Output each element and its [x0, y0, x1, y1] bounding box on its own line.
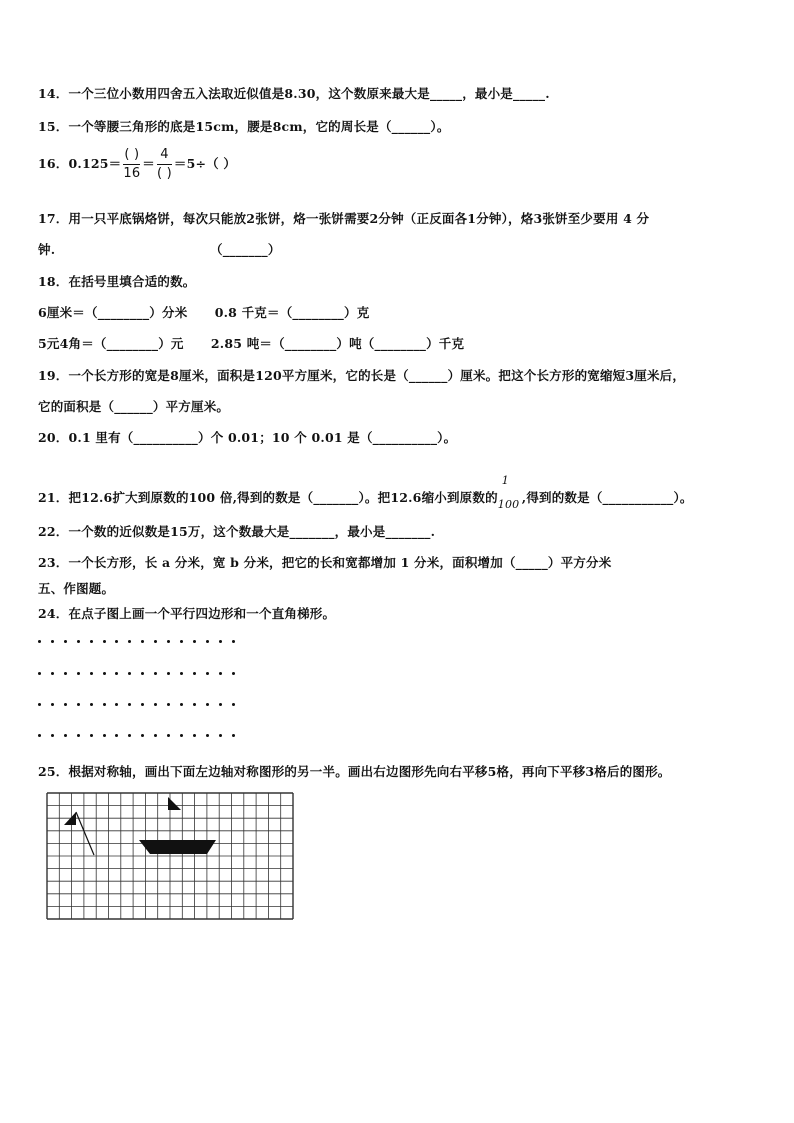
dot: [232, 734, 235, 737]
dot-row: [38, 703, 238, 707]
sail-triangle: [168, 797, 181, 810]
dot-row: [38, 640, 238, 644]
q16-fraction-1: [123, 147, 140, 182]
dot: [154, 640, 157, 643]
dot: [115, 734, 118, 737]
q16-frac2-num: 4: [160, 147, 169, 162]
dot: [90, 703, 93, 706]
dot: [128, 734, 131, 737]
dot: [180, 703, 183, 706]
dot: [51, 734, 54, 737]
dot: [167, 640, 170, 643]
dot: [180, 672, 183, 675]
dot: [180, 640, 183, 643]
dot: [141, 703, 144, 706]
dot: [219, 672, 222, 675]
question-19-line-1: 19．一个长方形的宽是8厘米，面积是120平方厘米，它的长是（______）厘米。把这个长方形的宽缩短3厘米后，: [38, 368, 686, 383]
square-grid[interactable]: [46, 792, 294, 920]
dot: [141, 640, 144, 643]
grid-lines: [47, 793, 293, 919]
dot: [141, 734, 144, 737]
dot: [219, 734, 222, 737]
dot: [64, 640, 67, 643]
dot: [77, 672, 80, 675]
question-18-line-1: 6厘米＝（________）分米 0.8 千克＝（________）克: [38, 305, 370, 320]
dot: [64, 734, 67, 737]
dot: [193, 703, 196, 706]
question-20: 20．0.1 里有（__________）个 0.01；10 个 0.01 是（__________）。: [38, 430, 457, 445]
question-19-line-2: 它的面积是（______）平方厘米。: [38, 399, 230, 414]
question-21: [38, 474, 693, 511]
q21-frac-den: 100: [497, 498, 520, 511]
dot: [38, 640, 41, 643]
dot: [115, 703, 118, 706]
dot: [206, 703, 209, 706]
section-5-title: 五、作图题。: [38, 581, 115, 596]
dot: [206, 640, 209, 643]
dot: [103, 640, 106, 643]
dot: [206, 672, 209, 675]
dot: [128, 703, 131, 706]
dot: [232, 672, 235, 675]
q16-prefix: 16．0.125＝: [38, 156, 122, 171]
question-17-line-2: 钟.: [38, 242, 56, 257]
dot: [167, 672, 170, 675]
dot: [167, 734, 170, 737]
dot: [232, 640, 235, 643]
dot: [51, 672, 54, 675]
dot: [51, 703, 54, 706]
dot: [128, 640, 131, 643]
dot-row: [38, 672, 238, 676]
dot: [193, 672, 196, 675]
question-15: 15．一个等腰三角形的底是15cm，腰是8cm，它的周长是（______）。: [38, 119, 450, 134]
dot: [154, 672, 157, 675]
dot: [38, 672, 41, 675]
q21-text-before: 21．把12.6扩大到原数的100 倍,得到的数是（_______）。把12.6缩小到原数的: [38, 490, 498, 505]
q16-frac1-num: ( ): [124, 147, 140, 162]
dot: [128, 672, 131, 675]
dot-row: [38, 734, 238, 738]
dot: [154, 703, 157, 706]
dot: [180, 734, 183, 737]
q16-frac2-den: ( ): [157, 166, 172, 181]
dot: [64, 703, 67, 706]
boat-hull: [139, 840, 216, 854]
question-17-blank: （_______）: [210, 242, 281, 257]
q21-frac-num: 1: [501, 474, 509, 487]
question-16: [38, 147, 236, 182]
dot: [115, 640, 118, 643]
dot: [77, 703, 80, 706]
dot: [206, 734, 209, 737]
dot: [141, 672, 144, 675]
dot: [90, 640, 93, 643]
dot: [90, 672, 93, 675]
dot: [38, 734, 41, 737]
q16-equals: ＝: [142, 156, 155, 171]
q16-suffix: ＝5÷（ ）: [173, 156, 237, 171]
question-25: 25．根据对称轴，画出下面左边轴对称图形的另一半。画出右边图形先向右平移5格，再向下平移3格后的图形。: [38, 764, 671, 779]
question-24: 24．在点子图上画一个平行四边形和一个直角梯形。: [38, 606, 336, 621]
dot: [219, 703, 222, 706]
dot: [103, 703, 106, 706]
q21-text-after: ,得到的数是（___________）。: [521, 490, 693, 505]
dot: [90, 734, 93, 737]
dot: [38, 703, 41, 706]
question-18-line-2: 5元4角＝（________）元 2.85 吨＝（________）吨（________）千克: [38, 336, 465, 351]
question-22: 22．一个数的近似数是15万，这个数最大是_______，最小是_______.: [38, 524, 436, 539]
dot: [154, 734, 157, 737]
question-18: 18．在括号里填合适的数。: [38, 274, 196, 289]
question-14: 14．一个三位小数用四舍五入法取近似值是8.30，这个数原来最大是_____，最小是_____.: [38, 86, 550, 101]
q16-fraction-2: [157, 147, 172, 182]
dot: [51, 640, 54, 643]
dot: [193, 640, 196, 643]
dot: [64, 672, 67, 675]
dot: [103, 734, 106, 737]
dot: [232, 703, 235, 706]
dot: [167, 703, 170, 706]
dot: [103, 672, 106, 675]
dot: [193, 734, 196, 737]
dot: [77, 640, 80, 643]
dot: [219, 640, 222, 643]
dot: [115, 672, 118, 675]
dot: [77, 734, 80, 737]
question-23: 23．一个长方形，长 a 分米，宽 b 分米，把它的长和宽都增加 1 分米，面积增加（_____）平方分米: [38, 555, 612, 570]
q16-frac1-den: 16: [123, 166, 141, 181]
question-17-line-1: 17．用一只平底锅烙饼，每次只能放2张饼，烙一张饼需要2分钟（正反面各1分钟），烙3张饼至少要用 4 分: [38, 211, 650, 226]
